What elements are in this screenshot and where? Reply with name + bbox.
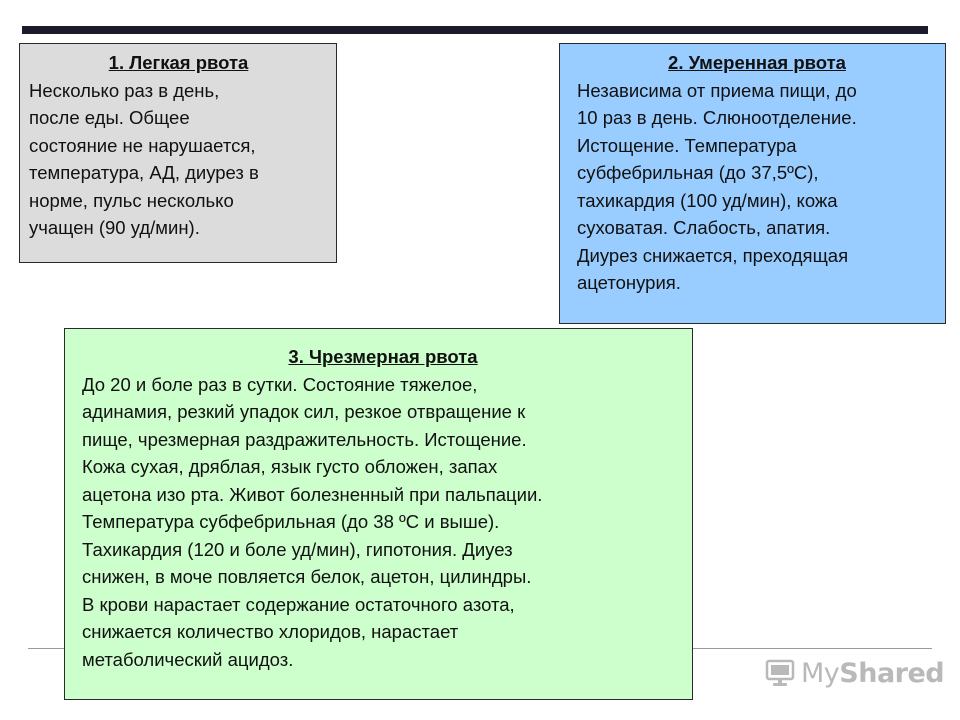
mild-vomiting-box — [19, 43, 337, 263]
severe-vomiting-text — [82, 371, 684, 674]
text-line: норме, пульс несколько — [29, 189, 234, 211]
moderate-vomiting-box — [559, 43, 946, 324]
text-line: тахикардия (100 уд/мин), кожа — [577, 189, 838, 211]
top-divider-bar — [22, 26, 928, 34]
text-line: субфебрильная (до 37,5ºС), — [577, 162, 819, 183]
text-line: 10 раз в день. Слюноотделение. — [577, 107, 857, 128]
mild-vomiting-title: 1. Легкая рвота — [108, 52, 249, 73]
text-line: метаболический ацидоз. — [82, 648, 294, 670]
moderate-vomiting-title: 2. Умеренная рвота — [668, 52, 846, 73]
text-line: адинамия, резкий упадок сил, резкое отвращение к — [82, 401, 526, 422]
text-line: пище, чрезмерная раздражительность. Истощение. — [82, 428, 527, 450]
logo-text-shared: Shared — [839, 657, 945, 689]
text-line: учащен (90 уд/мин). — [29, 217, 200, 238]
text-line: снижен, в моче повляется белок, ацетон, цилиндры. — [82, 566, 532, 587]
text-line: Диурез снижается, преходящая — [577, 244, 849, 266]
text-line: снижается количество хлоридов, нарастает — [82, 621, 459, 642]
text-line: Истощение. Температура — [577, 134, 797, 156]
severe-vomiting-title: 3. Чрезмерная рвота — [288, 346, 478, 367]
text-line: Тахикардия (120 и боле уд/мин), гипотония. Диуез — [82, 538, 513, 560]
presentation-screen-icon — [765, 658, 795, 688]
text-line: ацетона изо рта. Живот болезненный при пальпации. — [82, 483, 543, 505]
text-line: Несколько раз в день, — [29, 79, 220, 101]
severe-vomiting-box — [64, 328, 693, 700]
text-line: Кожа сухая, дряблая, язык густо обложен, запах — [82, 456, 498, 477]
text-line: В крови нарастает содержание остаточного азота, — [82, 593, 515, 615]
text-line: суховатая. Слабость, апатия. — [577, 217, 831, 238]
text-line: состояние не нарушается, — [29, 134, 256, 156]
myshared-logo[interactable] — [765, 655, 944, 691]
text-line: Независима от приема пищи, до — [577, 79, 857, 101]
text-line: после еды. Общее — [29, 107, 190, 128]
text-line: Температура субфебрильная (до 38 ºС и выше). — [82, 511, 500, 532]
mild-vomiting-text — [29, 77, 328, 242]
moderate-vomiting-text — [577, 77, 937, 297]
text-line: температура, АД, диурез в — [29, 162, 259, 183]
logo-text — [801, 658, 944, 689]
text-line: ацетонурия. — [577, 272, 681, 293]
text-line: До 20 и боле раз в сутки. Состояние тяжелое, — [82, 373, 478, 395]
logo-text-my: My — [801, 657, 840, 689]
